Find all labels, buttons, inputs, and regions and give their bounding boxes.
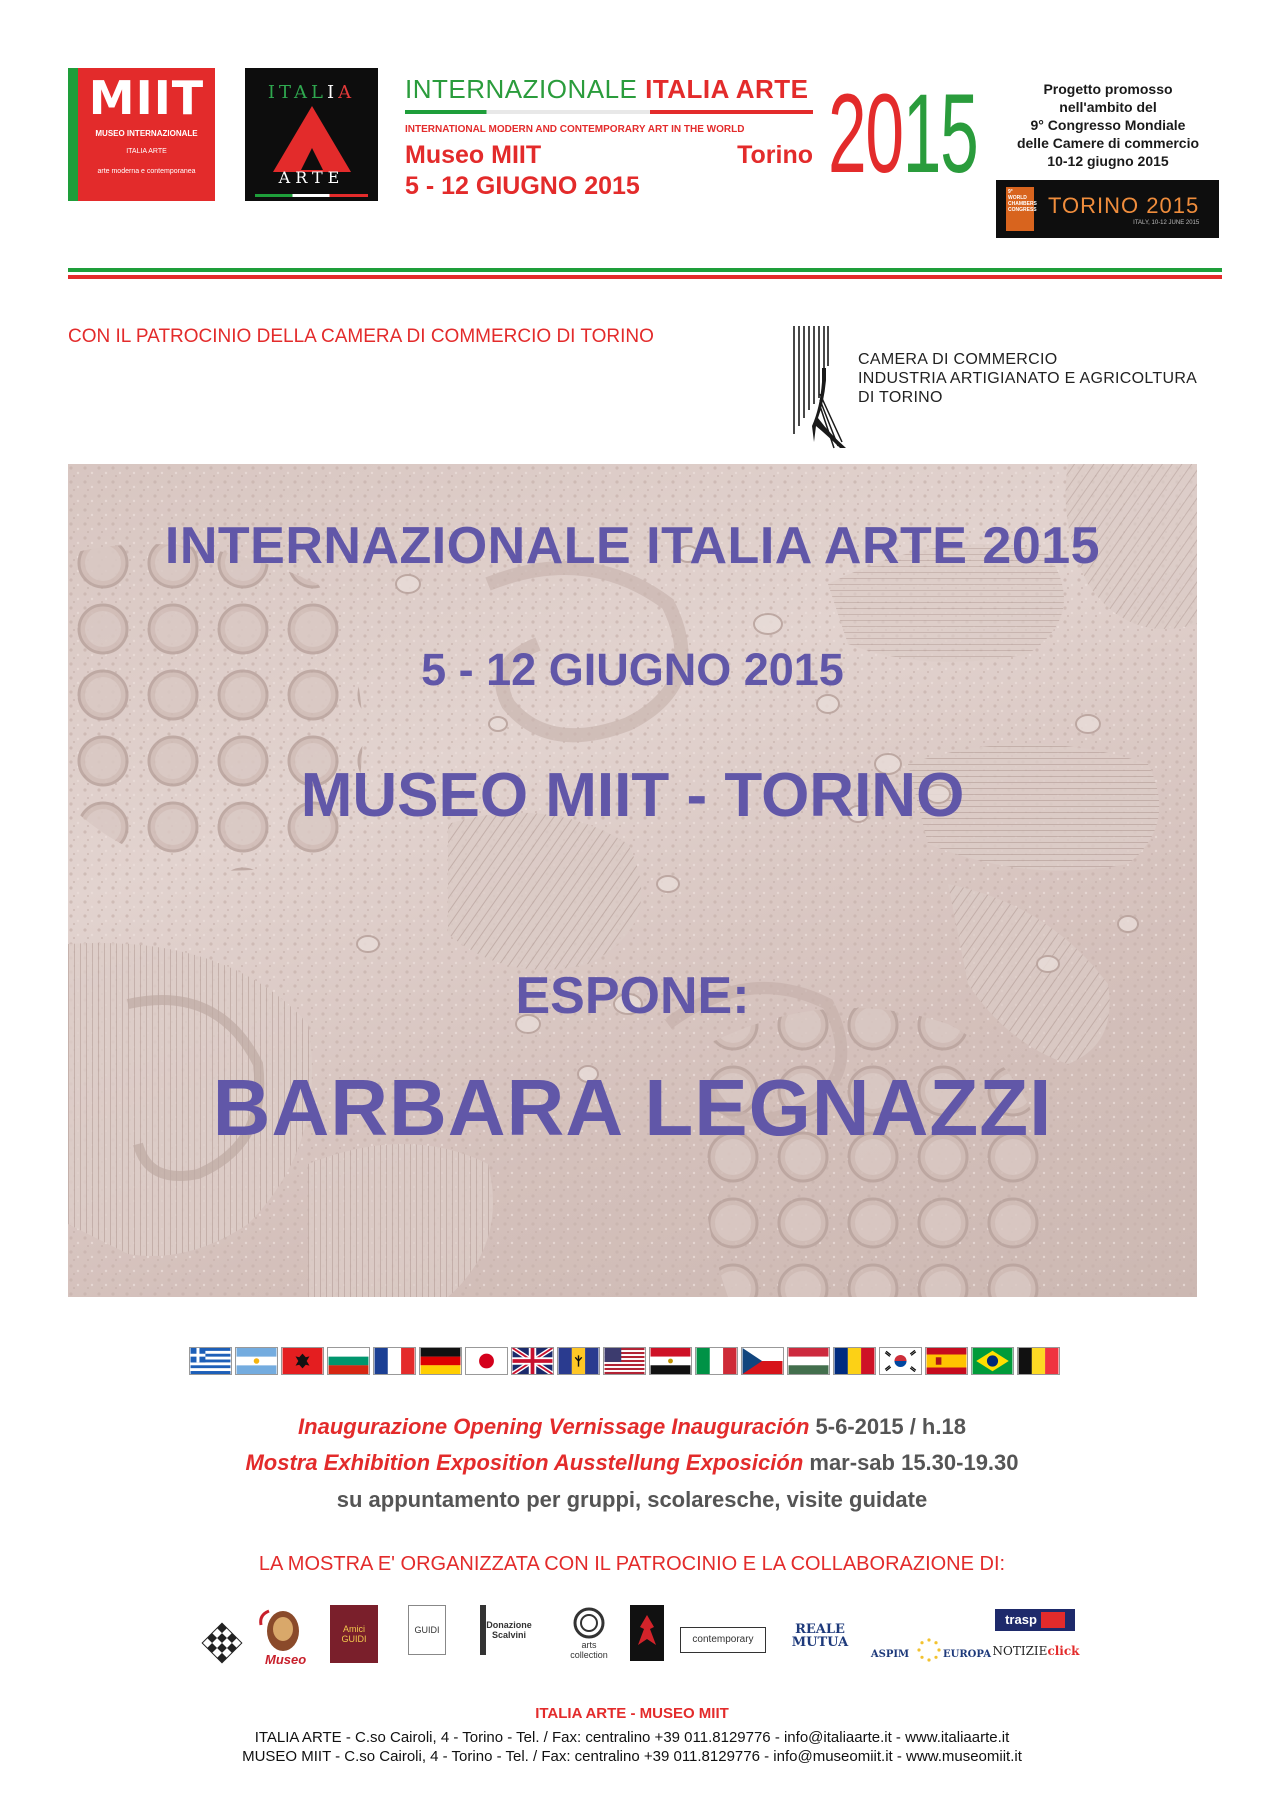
flag-france-icon <box>373 1347 416 1375</box>
flag-spain-icon <box>925 1347 968 1375</box>
flag-czech-republic-icon <box>741 1347 784 1375</box>
museo-sponsor-logo: Museo <box>255 1605 307 1667</box>
footer-contact-museomiit: MUSEO MIIT - C.so Cairoli, 4 - Torino - Tel. / Fax: centralino +39 011.8129776 - info@museomiit.it - www.museomiit.it <box>242 1748 1022 1765</box>
arts-collection-logo: arts collection <box>565 1605 613 1661</box>
artwork-panel <box>68 464 1197 1297</box>
contemporary-sponsor-logo: contemporary <box>680 1627 766 1653</box>
artwork-venue: MUSEO MIIT - TORINO <box>300 761 965 830</box>
flag-belgium-icon <box>1017 1347 1060 1375</box>
miit-logo-line1: MUSEO INTERNAZIONALE <box>95 129 198 138</box>
flag-usa-icon <box>603 1347 646 1375</box>
aspim-logo: ASPIM <box>870 1649 910 1660</box>
italia-arte-logo-top: ITALIA <box>267 82 356 103</box>
miit-logo-line3: arte moderna e contemporanea <box>97 168 196 175</box>
europa-logo: EUROPA <box>943 1649 991 1660</box>
event-subtitle: INTERNATIONAL MODERN AND CONTEMPORARY ART IN THE WORLD <box>405 124 745 135</box>
flag-barbados-icon <box>557 1347 600 1375</box>
opening-exhibition-hours: Mostra Exhibition Exposition Ausstellung Exposición mar-sab 15.30-19.30 <box>245 1450 1019 1475</box>
torino-2015-sub: ITALY, 10-12 JUNE 2015 <box>1133 219 1200 226</box>
footer-contact-italiaarte: ITALIA ARTE - C.so Cairoli, 4 - Torino - Tel. / Fax: centralino +39 011.8129776 - info@italiaarte.it - www.italiaarte.it <box>254 1729 1010 1746</box>
miit-logo-big-text: MIIT <box>88 71 205 125</box>
miit-logo-line2: ITALIA ARTE <box>126 148 167 155</box>
miit-logo <box>68 68 215 201</box>
flag-japan-icon <box>465 1347 508 1375</box>
artwork-espone: ESPONE: <box>515 967 750 1025</box>
promo-text: Progetto promosso nell'ambito del 9° Congresso Mondiale delle Camere di commercio 10-12 giugno 2015 <box>1016 81 1200 169</box>
event-title-rule <box>405 110 813 114</box>
flag-romania-icon <box>833 1347 876 1375</box>
flag-brazil-icon <box>971 1347 1014 1375</box>
artwork-texture <box>68 464 1197 1297</box>
amici-guidi-sponsor-logo: Amici GUIDI <box>330 1605 378 1663</box>
event-dates: 5 - 12 GIUGNO 2015 <box>405 172 640 200</box>
miit-logo-body <box>78 68 215 201</box>
tricolore-divider <box>68 268 1222 279</box>
red-figure-sponsor-icon <box>630 1605 664 1661</box>
event-city: Torino <box>737 141 813 169</box>
country-flags <box>189 1347 1060 1375</box>
italia-arte-logo-bottom: ARTE <box>278 168 345 187</box>
flag-argentina-icon <box>235 1347 278 1375</box>
opening-appointments: su appuntamento per gruppi, scolaresche, visite guidate <box>336 1487 928 1512</box>
flag-bulgaria-icon <box>327 1347 370 1375</box>
flag-united-kingdom-icon <box>511 1347 554 1375</box>
event-title-block <box>405 74 813 201</box>
sponsor-logos <box>200 1605 1080 1671</box>
camera-commercio-text: CAMERA DI COMMERCIO INDUSTRIA ARTIGIANATO E AGRICOLTURA DI TORINO <box>858 351 1198 406</box>
torino-2015-badge <box>996 180 1219 238</box>
eu-stars-icon <box>916 1637 942 1663</box>
guidi-sponsor-logo: GUIDI <box>408 1605 446 1655</box>
world-chambers-congress-icon: 9° WORLD CHAMBERS CONGRESS <box>1006 187 1034 231</box>
patrocinio-text: CON IL PATROCINIO DELLA CAMERA DI COMMERCIO DI TORINO <box>68 326 654 347</box>
event-venue: Museo MIIT <box>405 141 542 169</box>
flag-germany-icon <box>419 1347 462 1375</box>
flag-greece-icon <box>189 1347 232 1375</box>
flag-italy-icon <box>695 1347 738 1375</box>
flag-south-korea-icon <box>879 1347 922 1375</box>
footer-title: ITALIA ARTE - MUSEO MIIT <box>535 1705 729 1722</box>
torino-2015-name: TORINO 2015 <box>1048 192 1200 218</box>
flag-egypt-icon <box>649 1347 692 1375</box>
artwork-event-title: INTERNAZIONALE ITALIA ARTE 2015 <box>164 517 1101 575</box>
flag-hungary-icon <box>787 1347 830 1375</box>
miit-logo-green-bar <box>68 68 78 201</box>
organizzata-text: LA MOSTRA E' ORGANIZZATA CON IL PATROCINIO E LA COLLABORAZIONE DI: <box>258 1553 1006 1575</box>
opening-inauguration: Inaugurazione Opening Vernissage Inauguración 5-6-2015 / h.18 <box>298 1414 966 1439</box>
year-2015-logo: 2015 <box>828 71 978 196</box>
notizie-click-logo: NOTIZIE click <box>992 1644 1080 1658</box>
italia-arte-logo <box>245 68 378 201</box>
flag-albania-icon <box>281 1347 324 1375</box>
camera-commercio-mole-icon <box>790 322 850 454</box>
donazione-scalvini-logo: Donazione Scalvini <box>480 1605 532 1655</box>
artwork-dates: 5 - 12 GIUGNO 2015 <box>421 644 844 695</box>
trasp-logo: trasp <box>995 1609 1075 1631</box>
event-title: INTERNAZIONALE ITALIA ARTE <box>405 74 809 104</box>
reale-mutua-logo: REALE MUTUA <box>791 1622 849 1650</box>
chessboard-sponsor-icon <box>200 1621 244 1665</box>
artist-name: BARBARA LEGNAZZI <box>212 1063 1053 1152</box>
